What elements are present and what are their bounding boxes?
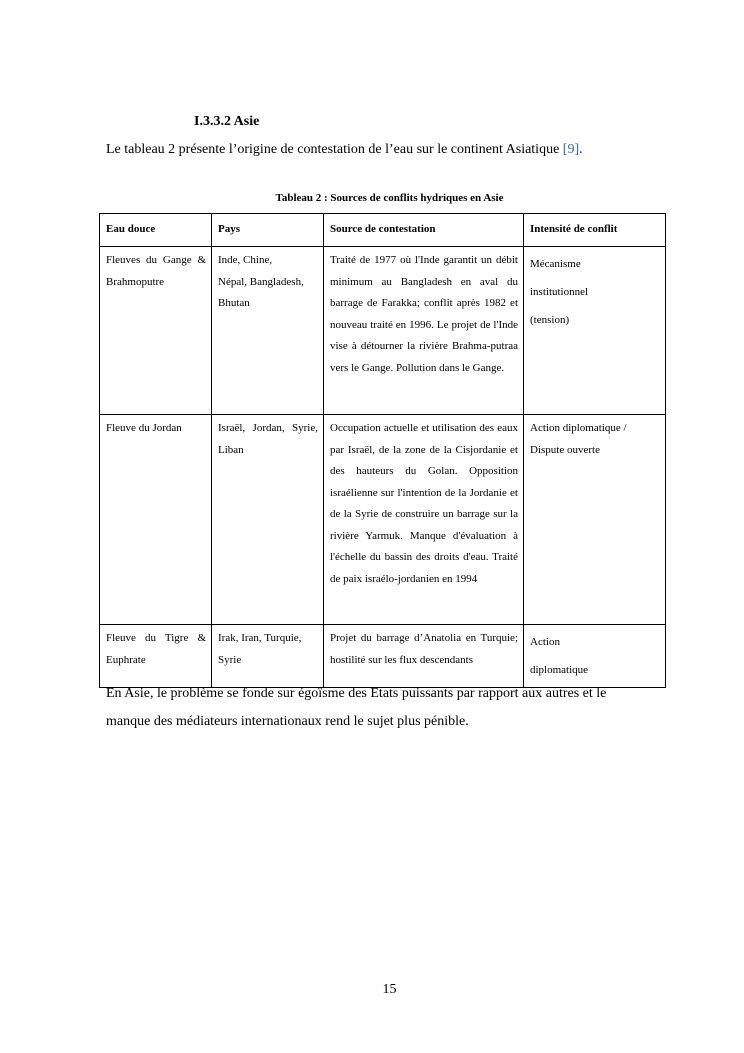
cell-pays — [212, 247, 324, 415]
intro-text: Le tableau 2 présente l’origine de contestation de l’eau sur le continent Asiatique — [106, 142, 563, 157]
table-row — [100, 415, 666, 625]
table-header-row — [100, 214, 666, 247]
header-eau-douce: Eau douce — [100, 214, 212, 247]
cell-eau: Fleuve du Jordan — [100, 415, 212, 625]
conclusion-paragraph: En Asie, le problème se fonde sur égoïsme des Etats puissants par rapport aux autres et le manque des médiateurs internationaux rend le sujet plus pénible. — [106, 686, 607, 729]
cell-intensite-line: Action diplomatique / — [530, 422, 627, 434]
cell-pays: Israël, Jordan, Syrie, Liban — [212, 415, 324, 625]
intro-end: . — [579, 142, 583, 157]
cell-intensite — [524, 415, 666, 625]
page-number: 15 — [382, 982, 397, 997]
cell-eau: Fleuves du Gange & Brahmoputre — [100, 247, 212, 415]
header-source: Source de contestation — [324, 214, 524, 247]
header-intensite: Intensité de conflit — [524, 214, 666, 247]
cell-intensite — [524, 625, 666, 688]
cell-source: Projet du barrage d’Anatolia en Turquie; hostilité sur les flux descendants — [324, 625, 524, 688]
cell-source: Traité de 1977 où l'Inde garantit un débit minimum au Bangladesh en aval du barrage de Farakka; conflit après 1982 et nouveau traité en 1996. Le projet de l'Inde vise à détourner la rivière Brahma-putraa vers le Gange. Pollution dans le Gange. — [324, 247, 524, 415]
cell-source: Occupation actuelle et utilisation des eaux par Israël, de la zone de la Cisjordanie et des hauteurs du Golan. Opposition israélienne sur l'intention de la Jordanie et de la Syrie de construire un barrage sur la rivière Yarmuk. Manque d'évaluation à l'échelle du bassin des droits d'eau. Traité de paix israélo-jordanien en 1994 — [324, 415, 524, 625]
table-caption: Tableau 2 : Sources de conflits hydriques en Asie — [275, 192, 504, 204]
cell-intensite — [524, 247, 666, 415]
section-heading: I.3.3.2 Asie — [194, 114, 260, 129]
header-pays: Pays — [212, 214, 324, 247]
intro-paragraph — [106, 141, 666, 159]
cell-intensite-line: (tension) — [530, 314, 570, 326]
cell-intensite-line: diplomatique — [530, 664, 589, 676]
cell-pays-line: Inde, Chine, — [218, 254, 273, 266]
cell-intensite-line: institutionnel — [530, 286, 589, 298]
cell-intensite-line: Mécanisme — [530, 258, 581, 270]
cell-pays: Irak, Iran, Turquie, Syrie — [212, 625, 324, 688]
conflicts-table — [99, 213, 666, 688]
reference-link[interactable]: [9] — [562, 142, 580, 157]
cell-pays-line: Népal, Bangladesh, Bhutan — [218, 275, 304, 309]
table-row — [100, 625, 666, 688]
cell-intensite-line: Action — [530, 636, 560, 648]
cell-eau: Fleuve du Tigre & Euphrate — [100, 625, 212, 688]
table-row — [100, 247, 666, 415]
cell-intensite-line: Dispute ouverte — [530, 443, 600, 456]
